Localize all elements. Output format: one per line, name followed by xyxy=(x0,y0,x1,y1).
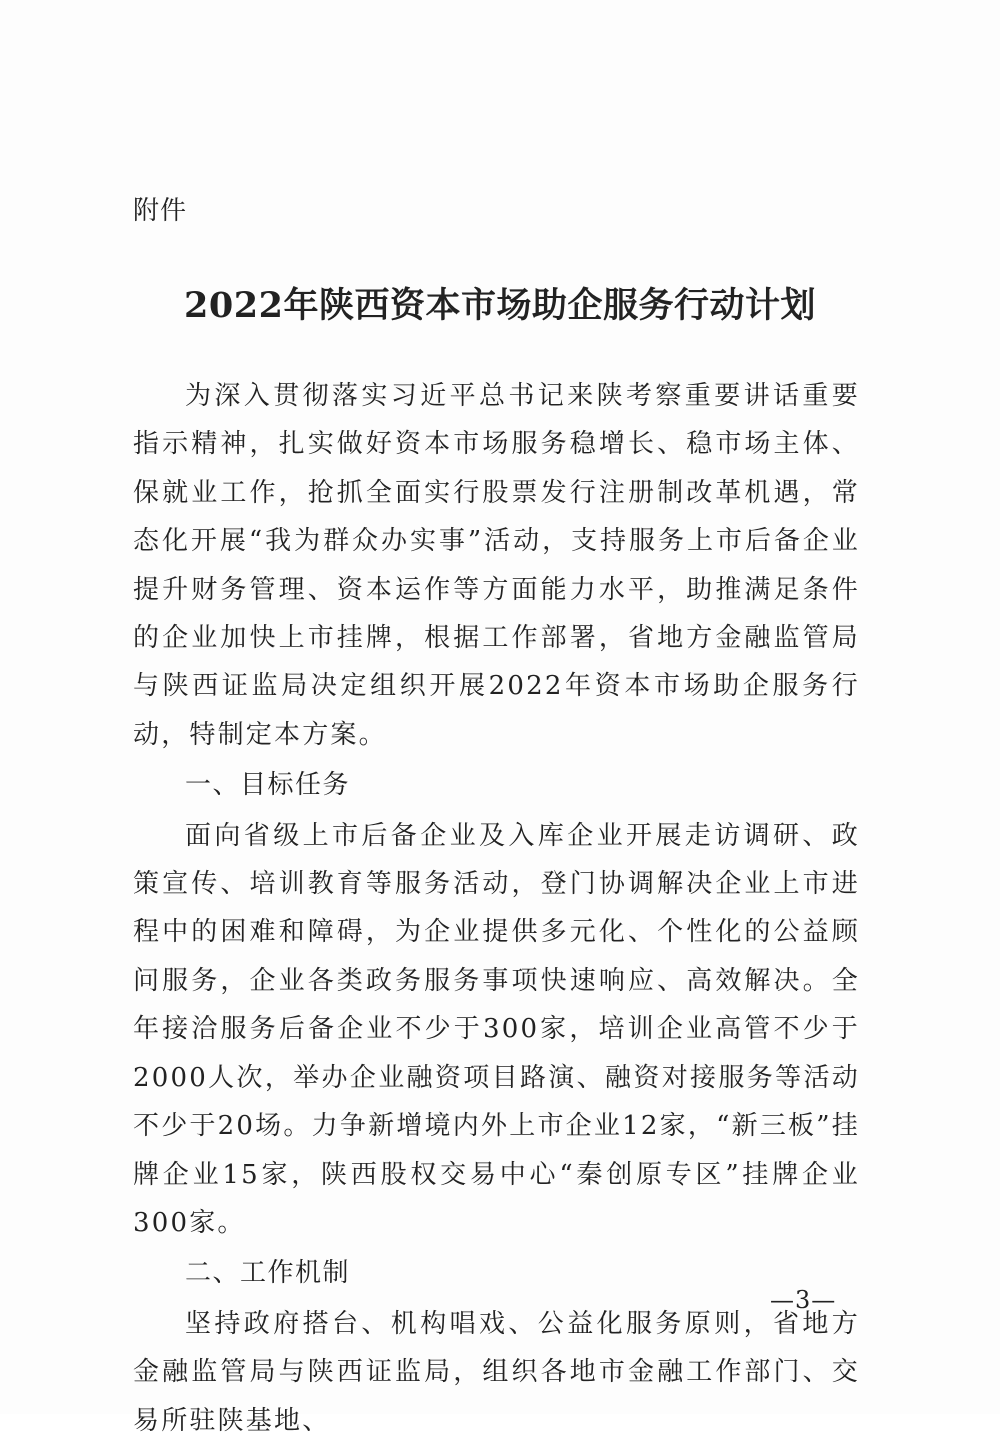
intro-paragraph: 为深入贯彻落实习近平总书记来陕考察重要讲话重要指示精神，扎实做好资本市场服务稳增长、稳市场主体、保就业工作，抢抓全面实行股票发行注册制改革机遇，常态化开展“我为群众办实事”活动，支持服务上市后备企业提升财务管理、资本运作等方面能力水平，助推满足条件的企业加快上市挂牌，根据工作部署，省地方金融监管局与陕西证监局决定组织开展2022年资本市场助企服务行动，特制定本方案。 xyxy=(133,381,860,750)
document-title: 2022年陕西资本市场助企服务行动计划 xyxy=(184,285,816,326)
section-text-goals: 面向省级上市后备企业及入库企业开展走访调研、政策宣传、培训教育等服务活动，登门协调解决企业上市进程中的困难和障碍，为企业提供多元化、个性化的公益顾问服务，企业各类政务服务事项快速响应、高效解决。全年接洽服务后备企业不少于300家，培训企业高管不少于2000人次，举办企业融资项目路演、融资对接服务等活动不少于20场。力争新增境内外上市企业12家，“新三板”挂牌企业15家，陕西股权交易中心“秦创原专区”挂牌企业300家。 xyxy=(133,820,860,1238)
page-number: —3— xyxy=(770,1286,837,1314)
section-text-mechanism: 坚持政府搭台、机构唱戏、公益化服务原则，省地方金融监管局与陕西证监局，组织各地市金融工作部门、交易所驻陕基地、 xyxy=(133,1308,860,1436)
attachment-label: 附件 xyxy=(133,196,188,226)
section-heading-mechanism: 二、工作机制 xyxy=(185,1258,351,1289)
document-body xyxy=(133,372,860,1445)
section-heading-goals: 一、目标任务 xyxy=(185,770,351,801)
